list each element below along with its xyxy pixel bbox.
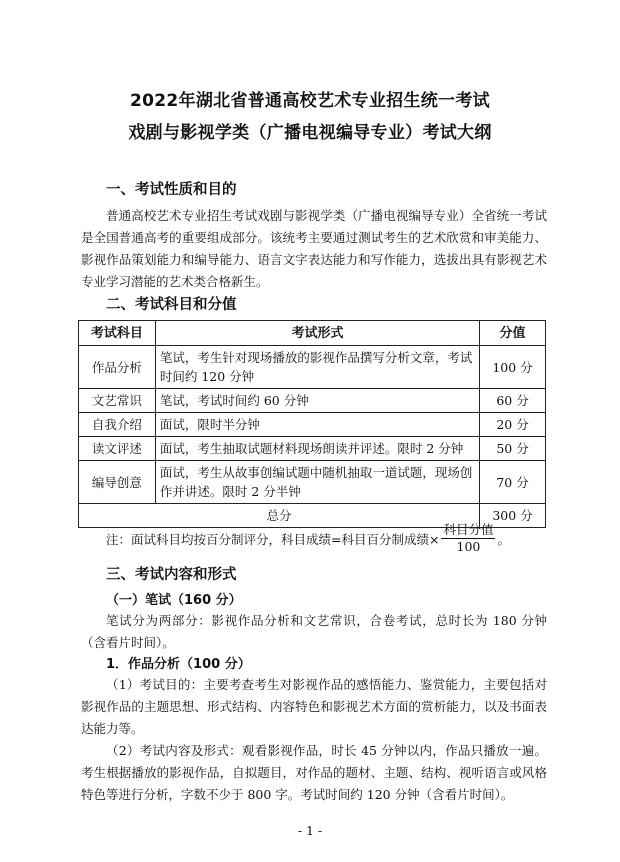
written-exam-body: 笔试分为两部分：影视作品分析和文艺常识，合卷考试，总时长为 180 分钟（含看片时间）。 — [81, 613, 547, 650]
header-form: 考试形式 — [155, 321, 479, 346]
work-analysis-heading: 1．作品分析（100 分） — [106, 657, 251, 672]
cell-form: 面试，限时半分钟 — [155, 413, 479, 437]
total-value: 300 分 — [480, 504, 546, 528]
cell-subject: 文艺常识 — [79, 389, 156, 413]
table-row — [79, 437, 546, 461]
cell-score: 100 分 — [480, 346, 546, 389]
written-exam-heading: （一）笔试（160 分） — [106, 593, 242, 608]
cell-score: 50 分 — [480, 437, 546, 461]
cell-score: 70 分 — [480, 461, 546, 504]
section1-body: 普通高校艺术专业招生考试戏剧与影视学类（广播电视编导专业）全省统一考试是全国普通高考的重要组成部分。该统考主要通过测试考生的艺术欣赏和审美能力、影视作品策划能力和编导能力、语言文字表达能力和写作能力，选拔出具有影视艺术专业学习潜能的艺术类合格新生。 — [81, 208, 547, 289]
total-label: 总分 — [79, 504, 480, 528]
page-number: - 1 - — [297, 823, 323, 838]
cell-subject: 读文评述 — [79, 437, 156, 461]
section3-heading: 三、考试内容和形式 — [106, 567, 237, 583]
cell-score: 60 分 — [480, 389, 546, 413]
score-table — [78, 320, 546, 528]
work-analysis-purpose: （1）考试目的：主要考查考生对影视作品的感悟能力、鉴赏能力，主要包括对影视作品的主题思想、形式结构、内容特色和影视艺术方面的赏析能力，以及书面表达能力等。 — [81, 677, 547, 736]
work-analysis-content: （2）考试内容及形式：观看影视作品，时长 45 分钟以内，作品只播放一遍。考生根据播放的影视作品，自拟题目，对作品的题材、主题、结构、视听语言或风格特色等进行分析，字数不少于 800 字。考试时间约 120 分钟（含看片时间）。 — [81, 743, 547, 802]
table-row — [79, 461, 546, 504]
note-fraction — [441, 522, 495, 555]
score-note — [106, 522, 510, 555]
document-title-line2: 戏剧与影视学类（广播电视编导专业）考试大纲 — [128, 123, 492, 143]
cell-subject: 编导创意 — [79, 461, 156, 504]
cell-form: 笔试，考试时间约 60 分钟 — [155, 389, 479, 413]
cell-form: 笔试，考生针对现场播放的影视作品撰写分析文章，考试时间约 120 分钟 — [155, 346, 479, 389]
section2-heading: 二、考试科目和分值 — [106, 297, 237, 313]
cell-form: 面试，考生抽取试题材料现场朗读并评述。限时 2 分钟 — [155, 437, 479, 461]
table-row — [79, 413, 546, 437]
table-row — [79, 346, 546, 389]
cell-form: 面试，考生从故事创编试题中随机抽取一道试题，现场创作并讲述。限时 2 分半钟 — [155, 461, 479, 504]
note-suffix: 。 — [497, 531, 510, 547]
header-subject: 考试科目 — [79, 321, 156, 346]
section1-heading: 一、考试性质和目的 — [106, 182, 237, 198]
table-header-row — [79, 321, 546, 346]
cell-subject: 作品分析 — [79, 346, 156, 389]
note-prefix: 注：面试科目均按百分制评分，科目成绩=科目百分制成绩× — [106, 531, 440, 547]
header-score: 分值 — [480, 321, 546, 346]
document-title-line1: 2022年湖北省普通高校艺术专业招生统一考试 — [130, 91, 490, 111]
fraction-denominator: 100 — [456, 539, 481, 554]
table-row — [79, 389, 546, 413]
fraction-numerator: 科目分值 — [443, 522, 494, 537]
cell-score: 20 分 — [480, 413, 546, 437]
cell-subject: 自我介绍 — [79, 413, 156, 437]
